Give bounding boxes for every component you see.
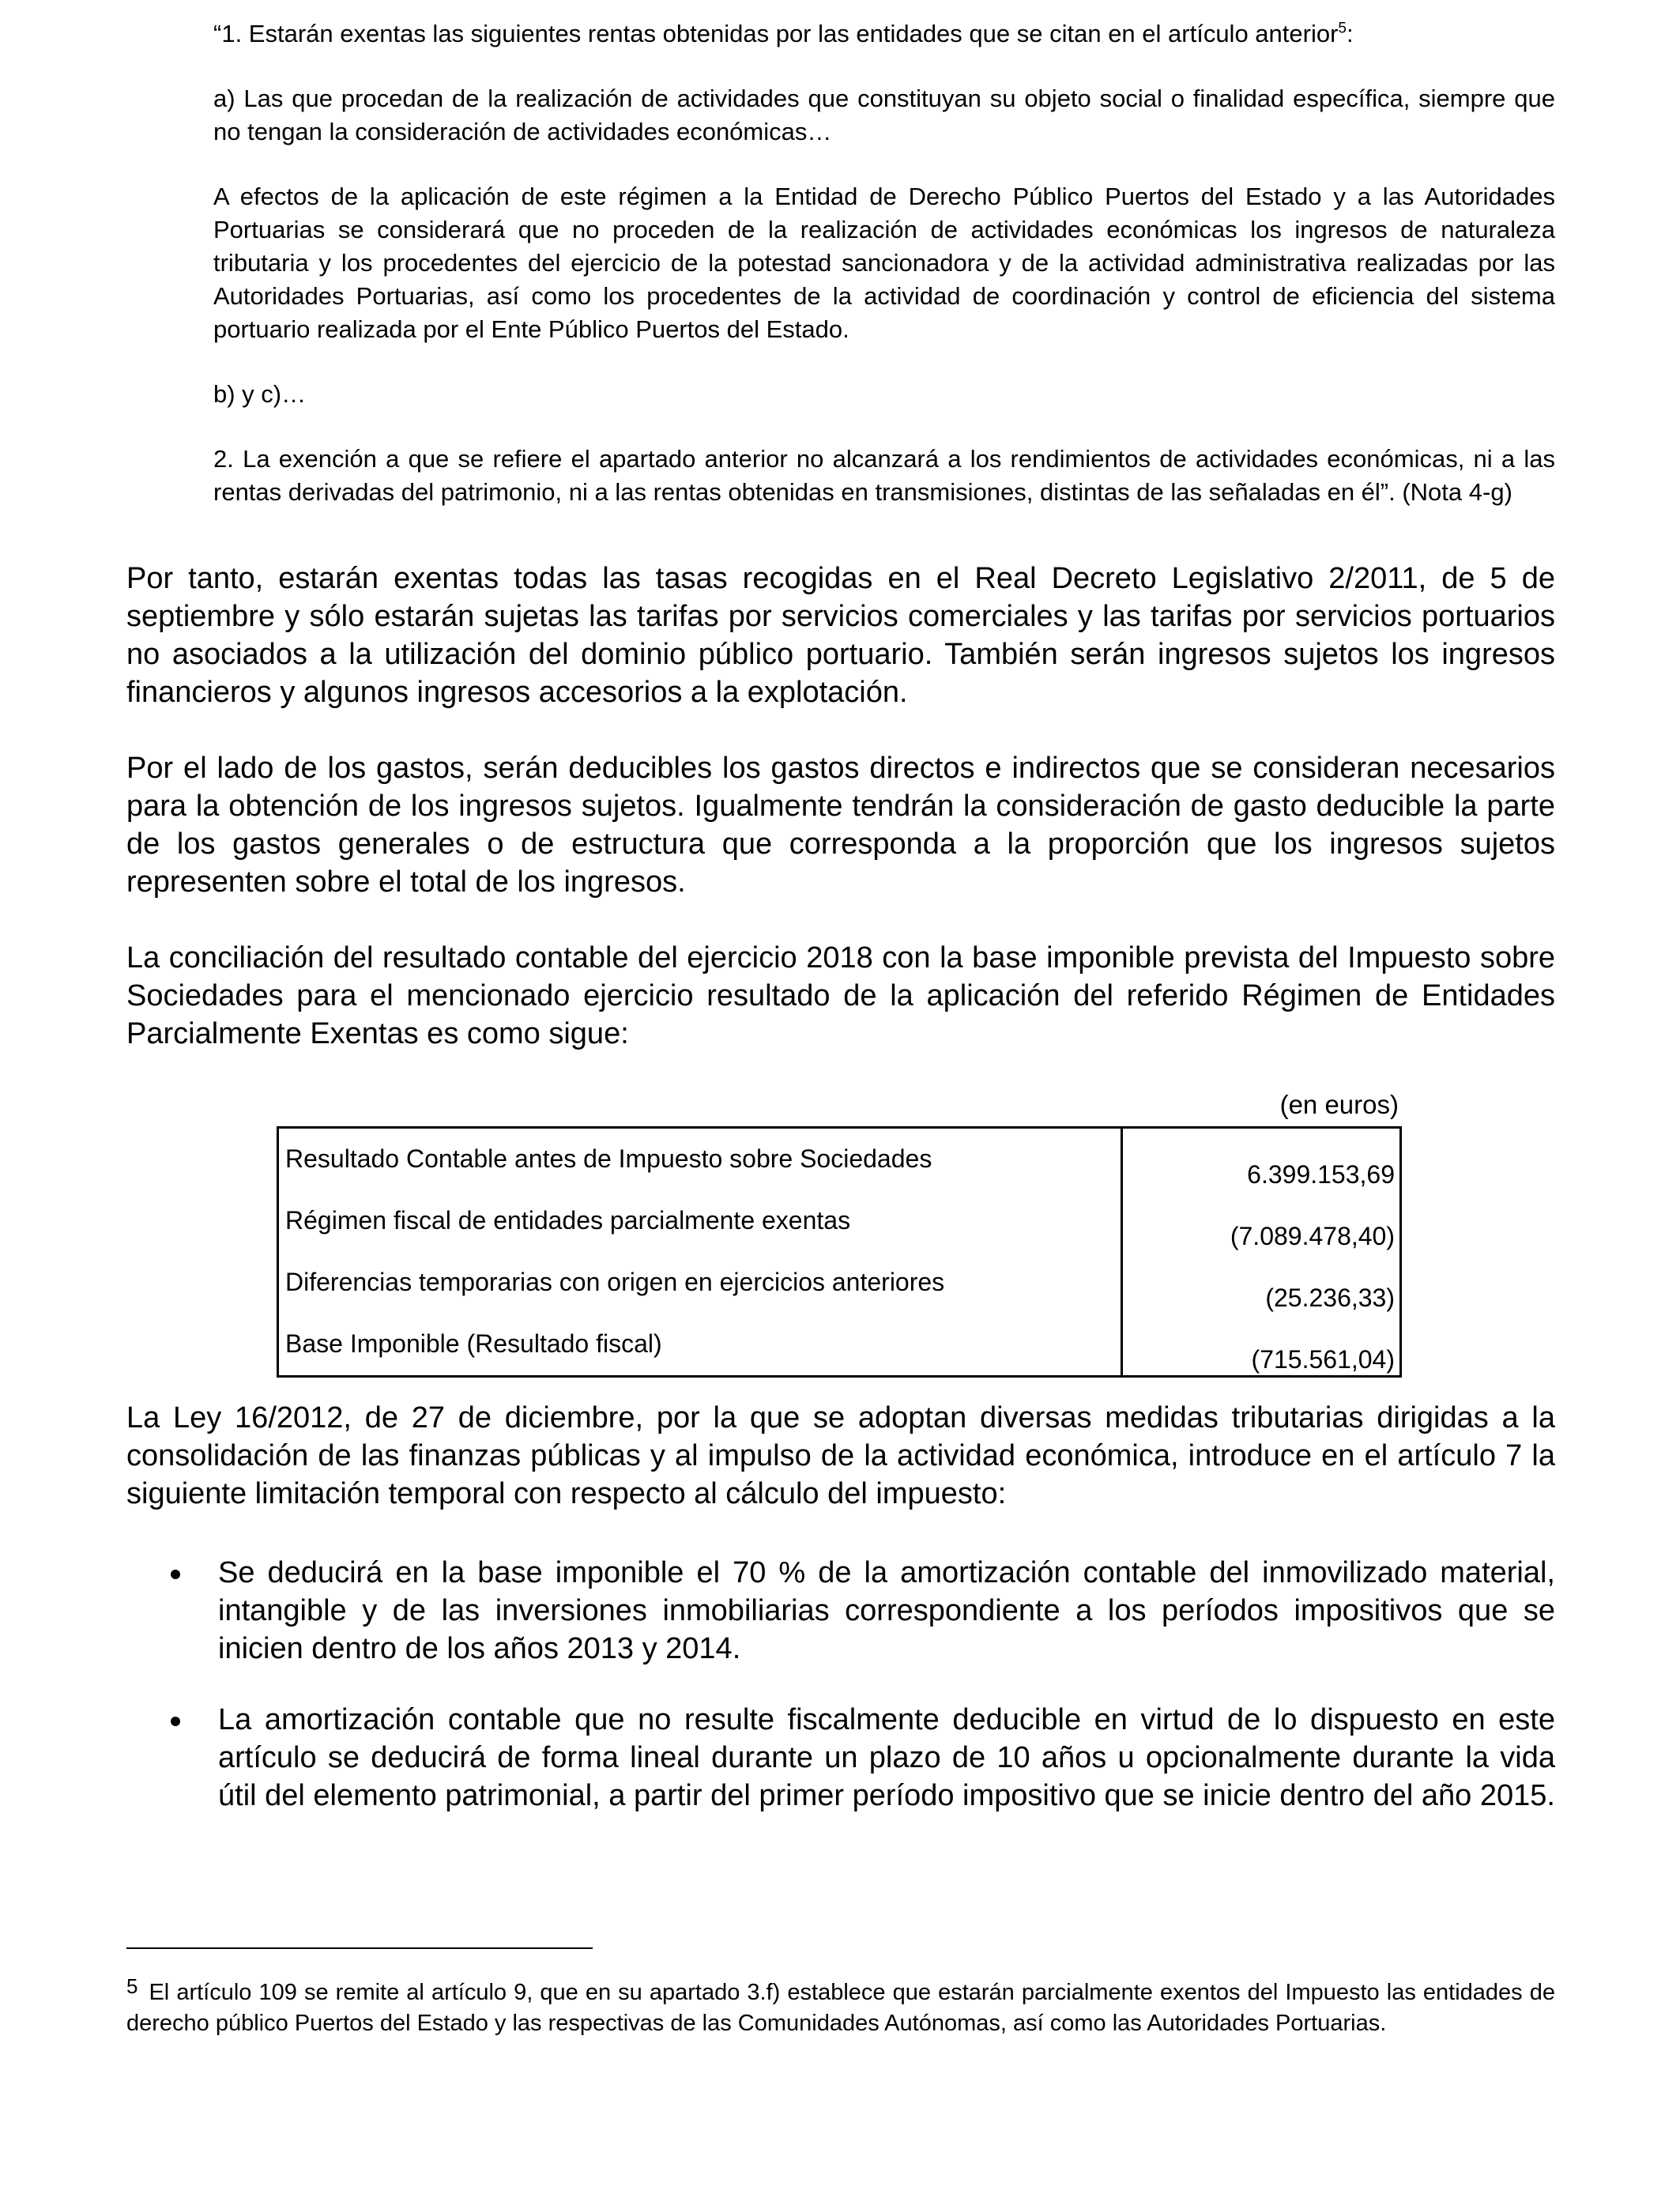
row-label: Diferencias temporarias con origen en ejercicios anteriores xyxy=(278,1252,1122,1314)
table-row xyxy=(278,1314,1401,1377)
legal-quote-block xyxy=(213,17,1555,541)
table-row xyxy=(278,1128,1401,1191)
table-row xyxy=(278,1252,1401,1314)
body-paragraph-1: Por tanto, estarán exentas todas las tasas recogidas en el Real Decreto Legislativo 2/2011, de 5 de septiembre y sólo estarán sujetas las tarifas por servicios comerciales y las tarifas por servicios portuarios no asociados a la utilización del dominio público portuario. También serán ingresos sujetos los ingresos financieros y algunos ingresos accesorios a la explotación. xyxy=(126,562,1555,709)
bullet-list xyxy=(126,1554,1555,1848)
footnote xyxy=(126,1971,1555,2039)
quote-paragraph-1: “1. Estarán exentas las siguientes rentas obtenidas por las entidades que se citan en el artículo anterior$^5$: xyxy=(213,20,1354,47)
quote-paragraph-2: a) Las que procedan de la realización de actividades que constituyan su objeto social o finalidad específica, siempre que no tengan la consideración de actividades económicas… xyxy=(213,85,1555,145)
quote-paragraph-3: A efectos de la aplicación de este régimen a la Entidad de Derecho Público Puertos del Estado y a las Autoridades Portuarias se considerará que no proceden de la realización de actividades económicas los ingresos de naturaleza tributaria y los procedentes del ejercicio de la potestad sancionadora y de la actividad administrativa realizadas por las Autoridades Portuarias, así como los procedentes de la actividad de coordinación y control de eficiencia del sistema portuario realizada por el Ente Público Puertos del Estado. xyxy=(213,183,1555,343)
bullet-icon xyxy=(171,1570,180,1579)
row-label: Resultado Contable antes de Impuesto sobre Sociedades xyxy=(278,1128,1122,1191)
row-value: (715.561,04) xyxy=(1122,1314,1401,1377)
bullet-icon xyxy=(171,1717,180,1726)
footnote-mark: 5 xyxy=(126,1974,138,1998)
body-paragraph-4: La Ley 16/2012, de 27 de diciembre, por la que se adoptan diversas medidas tributarias dirigidas a la consolidación de las finanzas públicas y al impulso de la actividad económica, introduce en el artículo 7 la siguiente limitación temporal con respecto al cálculo del impuesto: xyxy=(126,1401,1555,1510)
tax-reconciliation-table xyxy=(277,1126,1402,1378)
list-item: Se deducirá en la base imponible el 70 % de la amortización contable del inmovilizado material, intangible y de las inversiones inmobiliarias correspondiente a los períodos impositivos que se inicien dentro de los años 2013 y 2014. xyxy=(126,1554,1555,1668)
body-paragraph-3: La conciliación del resultado contable del ejercicio 2018 con la base imponible prevista del Impuesto sobre Sociedades para el mencionado ejercicio resultado de la aplicación del referido Régimen de Entidades Parcialmente Exentas es como sigue: xyxy=(126,941,1555,1050)
row-label: Régimen fiscal de entidades parcialmente exentas xyxy=(278,1190,1122,1252)
table-unit-label: (en euros) xyxy=(1279,1090,1399,1119)
quote-paragraph-5: 2. La exención a que se refiere el apartado anterior no alcanzará a los rendimientos de actividades económicas, ni a las rentas derivadas del patrimonio, ni a las rentas obtenidas en transmisiones, distintas de las señaladas en él”. (Nota 4-g) xyxy=(213,445,1555,506)
body-paragraph-2: Por el lado de los gastos, serán deducibles los gastos directos e indirectos que se consideran necesarios para la obtención de los ingresos sujetos. Igualmente tendrán la consideración de gasto deducible la parte de los gastos generales o de estructura que corresponda a la proporción que los ingresos sujetos representen sobre el total de los ingresos. xyxy=(126,752,1555,899)
footnote-text: El artículo 109 se remite al artículo 9, que en su apartado 3.f) establece que estarán parcialmente exentos del Impuesto las entidades de derecho público Puertos del Estado y las respectivas de las Comunidades Autónomas, así como las Autoridades Portuarias. xyxy=(126,1980,1555,2036)
row-value: 6.399.153,69 xyxy=(1122,1128,1401,1191)
footnote-separator xyxy=(126,1947,593,1949)
footnote-reference[interactable]: 5 xyxy=(1338,20,1347,37)
quote-paragraph-4: b) y c)… xyxy=(213,380,307,408)
row-label: Base Imponible (Resultado fiscal) xyxy=(278,1314,1122,1377)
table-row xyxy=(278,1190,1401,1252)
row-value: (25.236,33) xyxy=(1122,1252,1401,1314)
row-value: (7.089.478,40) xyxy=(1122,1190,1401,1252)
list-item: La amortización contable que no resulte fiscalmente deducible en virtud de lo dispuesto en este artículo se deducirá de forma lineal durante un plazo de 10 años u opcionalmente durante la vida útil del elemento patrimonial, a partir del primer período impositivo que se inicie dentro del año 2015. xyxy=(126,1701,1555,1815)
